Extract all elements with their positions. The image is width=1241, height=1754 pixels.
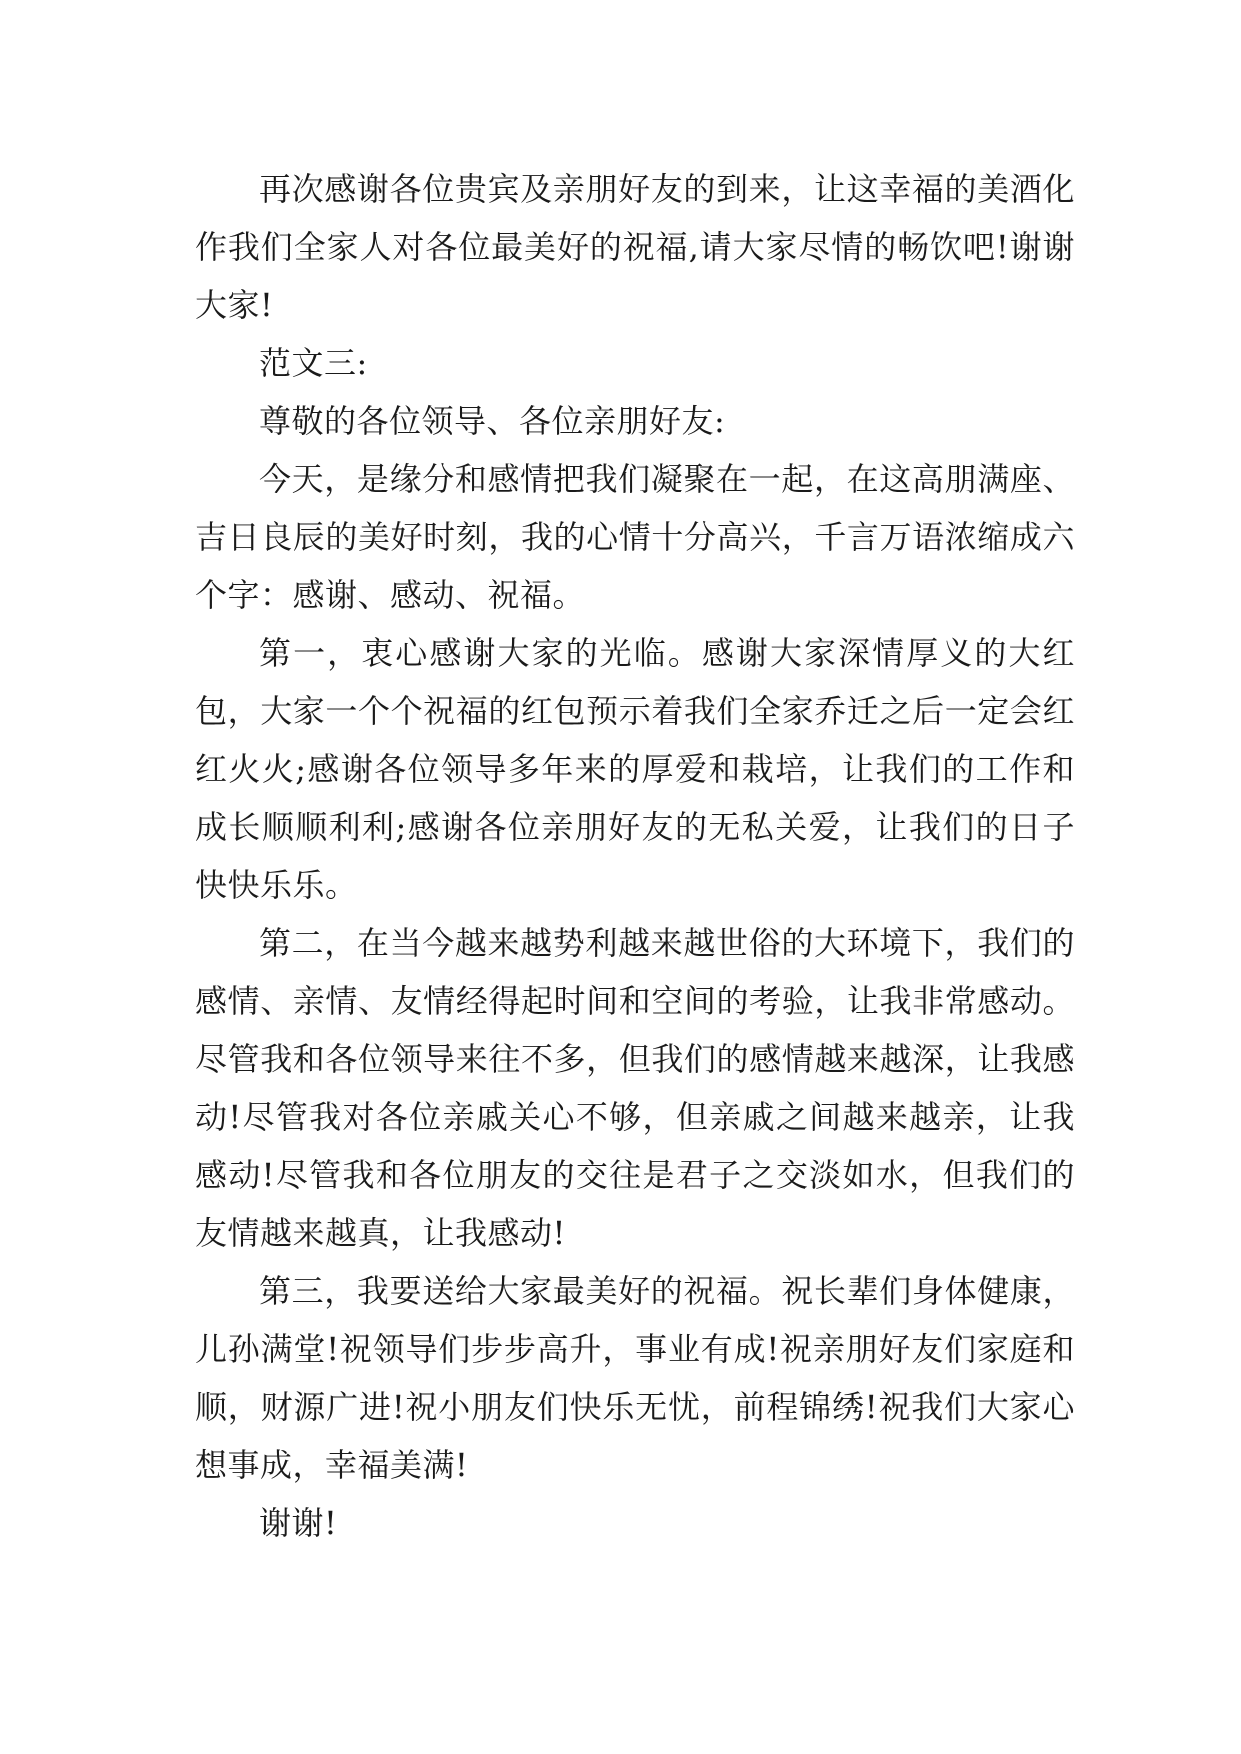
salutation: 尊敬的各位领导、各位亲朋好友:	[259, 402, 726, 440]
paragraph-closing-thanks: 再次感谢各位贵宾及亲朋好友的到来，让这幸福的美酒化作我们全家人对各位最美好的祝福,请大家尽情的畅饮吧!谢谢大家!	[195, 170, 1075, 324]
section-heading-sample-three: 范文三:	[259, 344, 368, 382]
paragraph-intro: 今天，是缘分和感情把我们凝聚在一起，在这高朋满座、吉日良辰的美好时刻，我的心情十分高兴，千言万语浓缩成六个字：感谢、感动、祝福。	[195, 460, 1075, 614]
document-body	[195, 160, 1075, 1552]
paragraph-third: 第三，我要送给大家最美好的祝福。祝长辈们身体健康，儿孙满堂!祝领导们步步高升，事业有成!祝亲朋好友们家庭和顺，财源广进!祝小朋友们快乐无忧，前程锦绣!祝我们大家心想事成，幸福美满!	[195, 1272, 1075, 1484]
paragraph-thanks: 谢谢!	[259, 1504, 338, 1542]
paragraph-first: 第一，衷心感谢大家的光临。感谢大家深情厚义的大红包，大家一个个祝福的红包预示着我们全家乔迁之后一定会红红火火;感谢各位领导多年来的厚爱和栽培，让我们的工作和成长顺顺利利;感谢各位亲朋好友的无私关爱，让我们的日子快快乐乐。	[195, 634, 1075, 904]
paragraph-second: 第二，在当今越来越势利越来越世俗的大环境下，我们的感情、亲情、友情经得起时间和空间的考验，让我非常感动。尽管我和各位领导来往不多，但我们的感情越来越深，让我感动!尽管我对各位亲戚关心不够，但亲戚之间越来越亲，让我感动!尽管我和各位朋友的交往是君子之交淡如水，但我们的友情越来越真，让我感动!	[195, 924, 1075, 1252]
